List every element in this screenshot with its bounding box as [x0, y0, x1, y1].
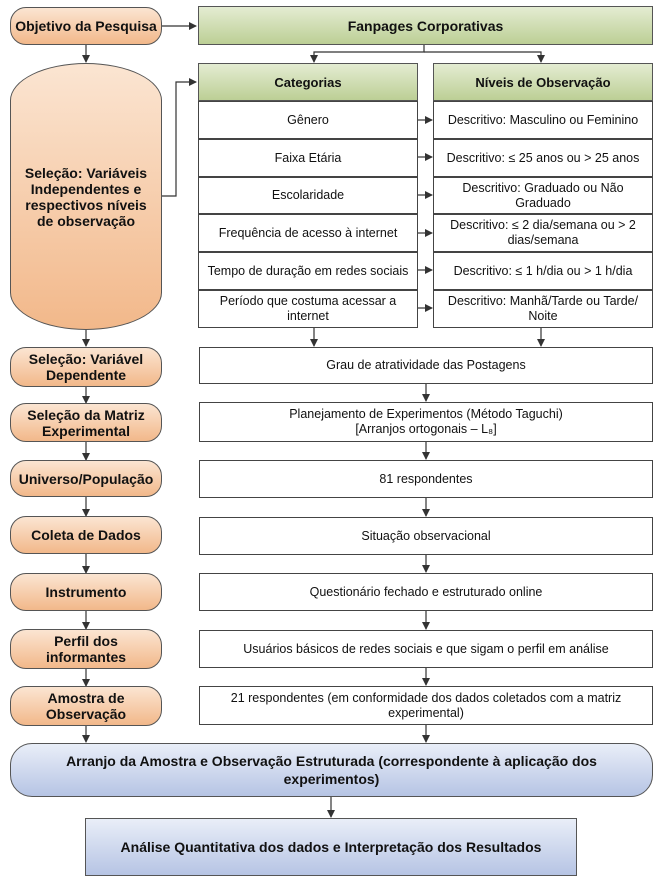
- step-analise: [85, 818, 577, 876]
- step-arranjo-label: Arranjo da Amostra e Observação Estruturada (correspondente à aplicação dos experimentos): [66, 753, 597, 787]
- detail-instrumento-label: Questionário fechado e estruturado online: [309, 584, 543, 599]
- step-coleta-label: Coleta de Dados: [31, 527, 141, 543]
- step-instrumento: [10, 573, 162, 611]
- step-analise-label: Análise Quantitativa dos dados e Interpretação dos Resultados: [120, 839, 542, 855]
- category-item: [198, 214, 418, 252]
- header-fanpages-label: Fanpages Corporativas: [347, 17, 504, 34]
- header-fanpages: [198, 6, 653, 45]
- detail-matriz-line1: Planejamento de Experimentos (Método Taguchi): [289, 407, 563, 421]
- category-label: Escolaridade: [271, 188, 345, 202]
- category-label: Período que costuma acessar a internet: [219, 294, 397, 323]
- category-item: [198, 177, 418, 214]
- detail-coleta-label: Situação observacional: [361, 528, 491, 543]
- level-label: Descritivo: ≤ 1 h/dia ou > 1 h/dia: [453, 263, 633, 278]
- detail-instrumento: [199, 573, 653, 611]
- step-universo: [10, 460, 162, 497]
- level-label: Descritivo: ≤ 2 dia/semana ou > 2 dias/semana: [450, 218, 636, 247]
- detail-amostra-label: 21 respondentes (em conformidade dos dados coletados com a matriz experimental): [230, 690, 622, 720]
- level-label: Descritivo: Manhã/Tarde ou Tarde/ Noite: [447, 294, 639, 323]
- step-perfil-label: Perfil dos informantes: [45, 633, 127, 665]
- step-selecao-independentes-label: Seleção: Variáveis Independentes e respectivos níveis de observação: [24, 164, 148, 229]
- category-item: [198, 252, 418, 290]
- detail-matriz-line2: [Arranjos ortogonais – L₈]: [355, 422, 497, 436]
- level-label: Descritivo: Masculino ou Feminino: [447, 112, 639, 127]
- detail-universo: [199, 460, 653, 498]
- step-perfil: [10, 629, 162, 669]
- step-amostra: [10, 686, 162, 726]
- level-label: Descritivo: Graduado ou Não Graduado: [462, 180, 624, 210]
- level-item: [433, 214, 653, 252]
- step-coleta: [10, 516, 162, 554]
- step-selecao-dependente: [10, 347, 162, 387]
- category-item: [198, 290, 418, 328]
- level-item: [433, 101, 653, 139]
- category-label: Frequência de acesso à internet: [218, 225, 398, 240]
- step-selecao-dependente-label: Seleção: Variável Dependente: [28, 351, 144, 383]
- step-universo-label: Universo/População: [18, 470, 154, 487]
- step-matriz: [10, 403, 162, 442]
- detail-universo-label: 81 respondentes: [379, 471, 473, 486]
- step-matriz-label: Seleção da Matriz Experimental: [27, 406, 145, 439]
- header-niveis: [433, 63, 653, 101]
- category-label: Tempo de duração em redes sociais: [207, 263, 409, 278]
- detail-dependente: [199, 347, 653, 384]
- level-item: [433, 139, 653, 177]
- level-item: [433, 177, 653, 214]
- detail-perfil: [199, 630, 653, 668]
- level-item: [433, 290, 653, 328]
- step-arranjo: [10, 743, 653, 797]
- detail-dependente-label: Grau de atratividade das Postagens: [326, 358, 526, 372]
- step-selecao-independentes: [10, 63, 162, 330]
- step-objetivo: [10, 7, 162, 45]
- category-label: Gênero: [287, 112, 329, 127]
- header-categorias: [198, 63, 418, 101]
- level-label: Descritivo: ≤ 25 anos ou > 25 anos: [446, 150, 640, 165]
- detail-matriz: [199, 402, 653, 442]
- detail-coleta: [199, 517, 653, 555]
- step-instrumento-label: Instrumento: [45, 584, 127, 600]
- category-label: Faixa Etária: [274, 150, 342, 165]
- detail-amostra: [199, 686, 653, 725]
- header-categorias-label: Categorias: [274, 74, 342, 90]
- header-niveis-label: Níveis de Observação: [475, 74, 611, 90]
- detail-perfil-label: Usuários básicos de redes sociais e que sigam o perfil em análise: [243, 641, 609, 656]
- step-amostra-label: Amostra de Observação: [45, 690, 127, 722]
- category-item: [198, 101, 418, 139]
- level-item: [433, 252, 653, 290]
- step-objetivo-label: Objetivo da Pesquisa: [15, 18, 157, 34]
- category-item: [198, 139, 418, 177]
